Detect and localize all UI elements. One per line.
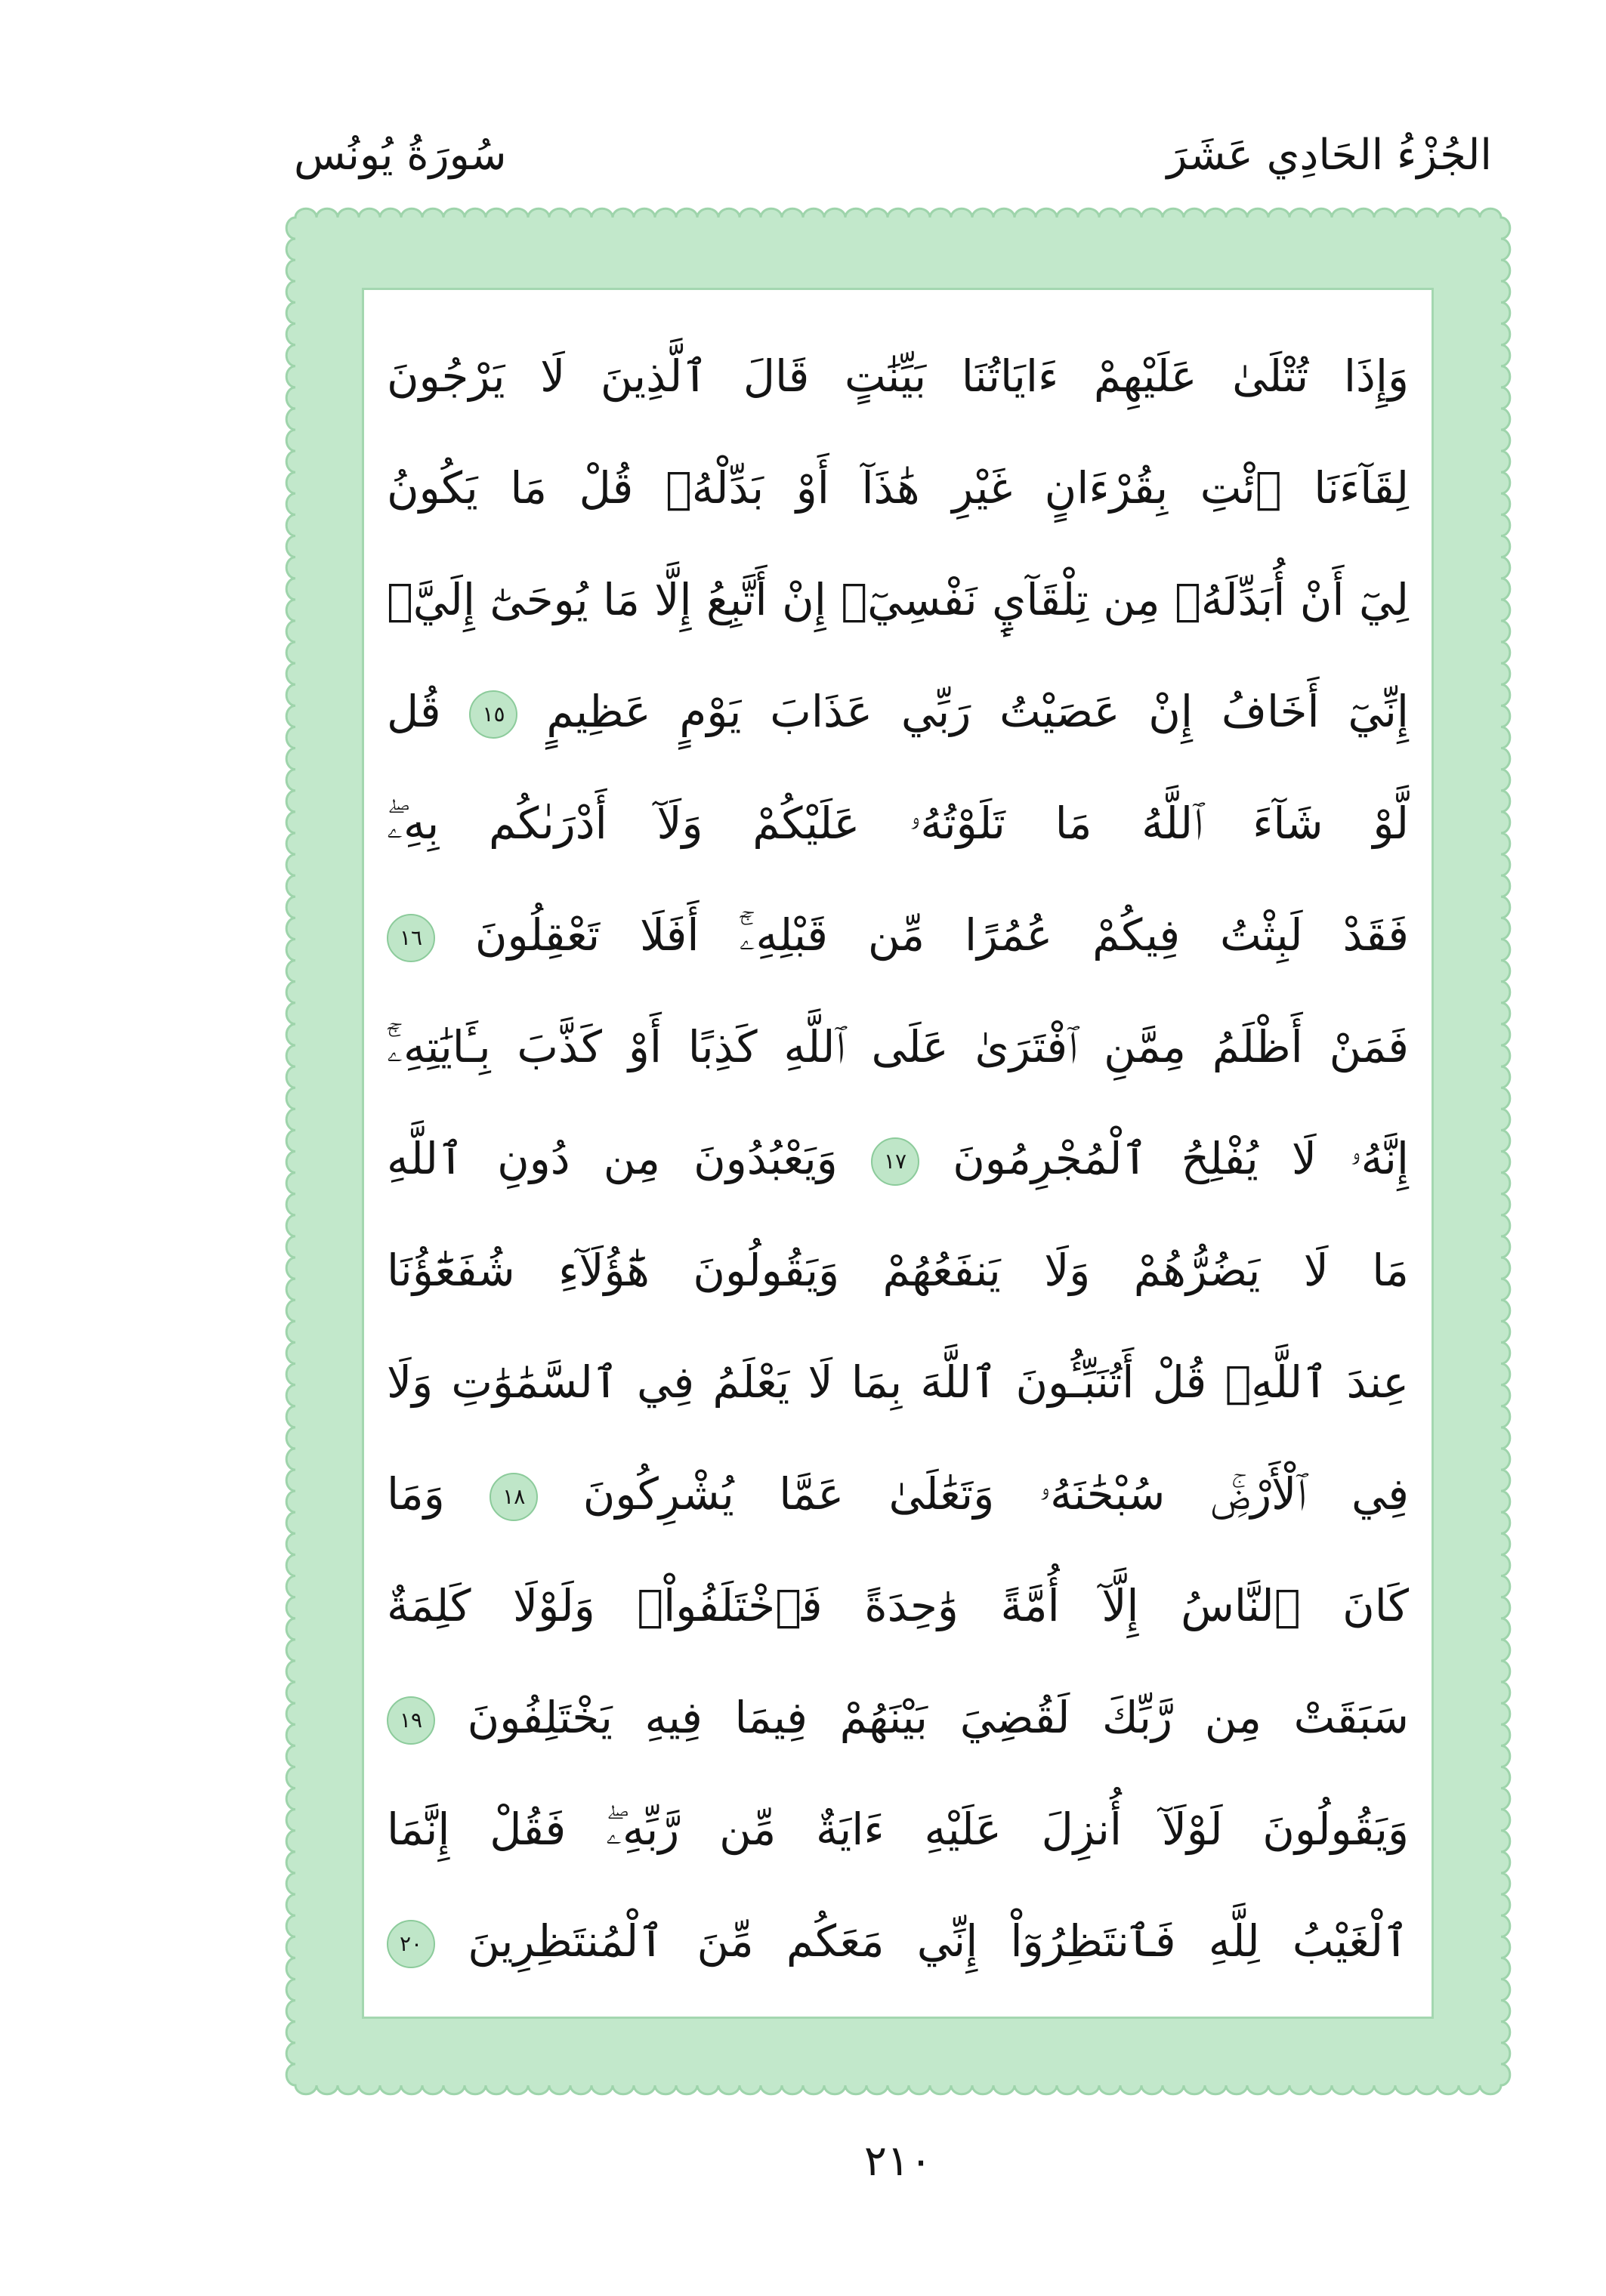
quran-line (387, 656, 1409, 767)
surah-label: سُورَةُ يُونُس (294, 130, 507, 180)
verse-text: كَانَ ٱلنَّاسُ إِلَّآ أُمَّةً وَٰحِدَةً فَٱخْتَلَفُواْۚ وَلَوْلَا كَلِمَةٌ (387, 1580, 1409, 1631)
verse-text: سَبَقَتْ مِن رَّبِّكَ لَقُضِيَ بَيْنَهُمْ فِيمَا فِيهِ يَخْتَلِفُونَ (467, 1692, 1409, 1743)
ayah-marker: ٢٠ (387, 1920, 435, 1968)
verse-text: إِنِّيٓ أَخَافُ إِنْ عَصَيْتُ رَبِّي عَذَابَ يَوْمٍ عَظِيمٍ (546, 686, 1410, 737)
ayah-marker: ١٨ (490, 1473, 538, 1521)
quran-line (387, 1326, 1409, 1438)
quran-line (387, 1773, 1409, 1885)
verse-text: لَّوْ شَآءَ ٱللَّهُ مَا تَلَوْتُهُۥ عَلَيْكُمْ وَلَآ أَدْرَىٰكُم بِهِۦۖ (387, 798, 1409, 849)
quran-line (387, 767, 1409, 879)
verse-text: فَمَنْ أَظْلَمُ مِمَّنِ ٱفْتَرَىٰ عَلَى ٱللَّهِ كَذِبًا أَوْ كَذَّبَ بِـَٔايَٰتِهِۦٓۚ (387, 1021, 1409, 1072)
page-number: ٢١٠ (863, 2137, 933, 2186)
ayah-marker: ١٩ (387, 1696, 435, 1745)
juz-label: الجُزْءُ الحَادِي عَشَرَ (1166, 130, 1492, 180)
ayah-marker: ١٦ (387, 914, 435, 962)
verse-text: فَقَدْ لَبِثْتُ فِيكُمْ عُمُرًا مِّن قَبْلِهِۦٓۚ أَفَلَا تَعْقِلُونَ (474, 909, 1410, 961)
verse-text: وَيَعْبُدُونَ مِن دُونِ ٱللَّهِ (387, 1133, 838, 1184)
quran-line (387, 1438, 1409, 1550)
quran-line (387, 432, 1409, 544)
verse-text: لِقَآءَنَا ٱئْتِ بِقُرْءَانٍ غَيْرِ هَٰذَآ أَوْ بَدِّلْهُۚ قُلْ مَا يَكُونُ (387, 462, 1409, 514)
text-panel (362, 288, 1434, 2019)
verse-text: مَا لَا يَضُرُّهُمْ وَلَا يَنفَعُهُمْ وَيَقُولُونَ هَٰٓؤُلَآءِ شُفَعَٰٓؤُنَا (387, 1245, 1409, 1296)
quran-line (387, 1662, 1409, 1773)
quran-line (387, 1885, 1409, 1997)
verse-text: فِي ٱلْأَرْضِۚ سُبْحَٰنَهُۥ وَتَعَٰلَىٰ عَمَّا يُشْرِكُونَ (582, 1468, 1410, 1520)
quran-line (387, 1103, 1409, 1214)
quran-line (387, 879, 1409, 991)
verse-text: وَإِذَا تُتْلَىٰ عَلَيْهِمْ ءَايَاتُنَا بَيِّنَٰتٍ قَالَ ٱلَّذِينَ لَا يَرْجُونَ (387, 350, 1409, 402)
quran-line (387, 991, 1409, 1103)
verse-text: قُل (387, 686, 441, 737)
ayah-marker: ١٧ (871, 1137, 919, 1186)
quran-line (387, 544, 1409, 656)
ayah-marker: ١٥ (469, 690, 517, 739)
verse-text: وَمَا (387, 1468, 445, 1520)
quran-line (387, 320, 1409, 432)
verse-text: ٱلْغَيْبُ لِلَّهِ فَٱنتَظِرُوٓاْ إِنِّي مَعَكُم مِّنَ ٱلْمُنتَظِرِينَ (468, 1915, 1409, 1967)
quran-line (387, 1214, 1409, 1326)
verse-text: لِيٓ أَنْ أُبَدِّلَهُۥ مِن تِلْقَآيِٕ نَفْسِيٓۖ إِنْ أَتَّبِعُ إِلَّا مَا يُوحَىٰٓ إِلَيَّۖ (387, 574, 1409, 625)
verse-text: وَيَقُولُونَ لَوْلَآ أُنزِلَ عَلَيْهِ ءَايَةٌ مِّن رَّبِّهِۦۖ فَقُلْ إِنَّمَا (387, 1804, 1409, 1855)
verse-text: عِندَ ٱللَّهِۚ قُلْ أَتُنَبِّـُٔونَ ٱللَّهَ بِمَا لَا يَعْلَمُ فِي ٱلسَّمَٰوَٰتِ وَلَا (387, 1356, 1409, 1408)
page-header (285, 113, 1512, 196)
quran-line (387, 1550, 1409, 1662)
verse-text: إِنَّهُۥ لَا يُفْلِحُ ٱلْمُجْرِمُونَ (953, 1133, 1410, 1184)
